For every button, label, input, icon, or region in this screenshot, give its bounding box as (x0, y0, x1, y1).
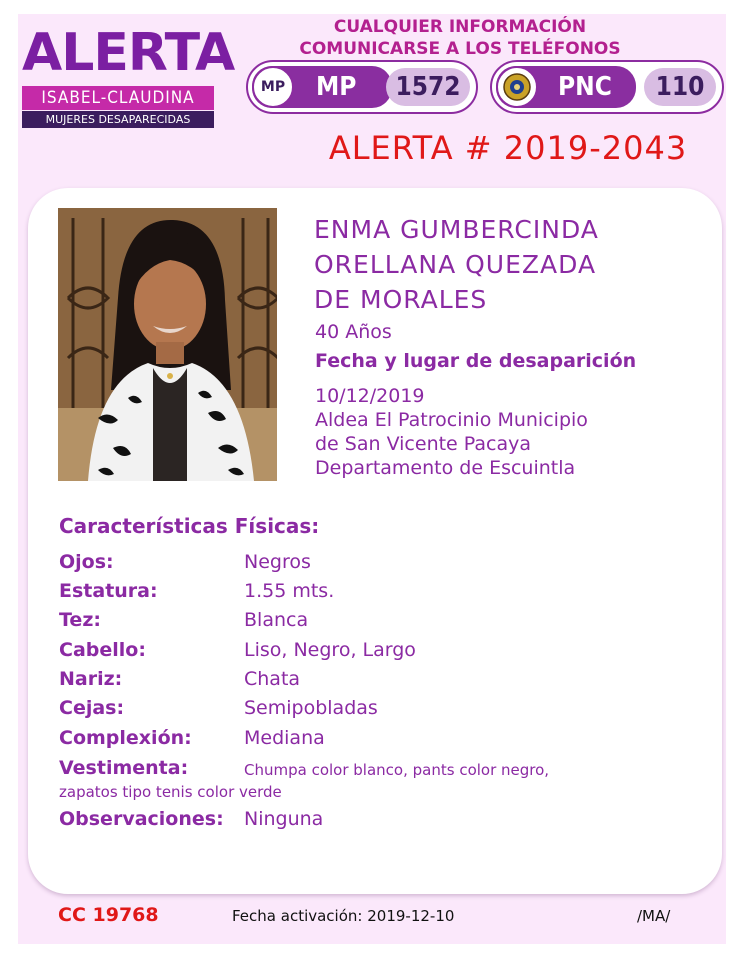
author-code: /MA/ (637, 907, 671, 925)
mp-label: MP (316, 72, 357, 102)
activation-date: Fecha activación: 2019-12-10 (232, 907, 455, 925)
vestimenta-value-line-1: Chumpa color blanco, pants color negro, (244, 761, 550, 779)
case-code: CC 19768 (58, 904, 159, 926)
characteristic-value: Blanca (244, 609, 309, 631)
vestimenta-value-line-2: zapatos tipo tenis color verde (59, 783, 282, 801)
characteristic-row (59, 724, 679, 752)
mp-number: 1572 (386, 68, 470, 106)
characteristic-row (59, 636, 679, 664)
characteristic-row (59, 694, 679, 722)
logo-tagline: MUJERES DESAPARECIDAS (22, 111, 214, 128)
disappearance-date: 10/12/2019 (315, 385, 425, 407)
characteristic-row (59, 665, 679, 693)
characteristic-row (59, 548, 679, 576)
person-photo-illustration (58, 208, 277, 481)
person-age: 40 Años (315, 321, 392, 343)
disappearance-heading: Fecha y lugar de desaparición (315, 350, 637, 372)
vestimenta-key: Vestimenta: (59, 757, 189, 779)
mp-logo-icon: MP (252, 66, 294, 108)
characteristic-value: Mediana (244, 727, 325, 749)
characteristic-key: Ojos: (59, 551, 114, 573)
pnc-number: 110 (644, 68, 716, 106)
pnc-phone-badge (490, 60, 724, 114)
pnc-label: PNC (558, 72, 612, 102)
person-photo (58, 208, 277, 481)
place-line-2: de San Vicente Pacaya (315, 433, 532, 455)
alerta-logo (22, 22, 235, 132)
place-line-1: Aldea El Patrocinio Municipio (315, 409, 588, 431)
characteristic-key: Cejas: (59, 697, 125, 719)
characteristic-value: Chata (244, 668, 301, 690)
characteristic-value: Liso, Negro, Largo (244, 639, 416, 661)
characteristic-key: Complexión: (59, 727, 192, 749)
characteristic-value: Negros (244, 551, 311, 573)
logo-word: ALERTA (22, 23, 235, 83)
observaciones-row (59, 805, 679, 833)
characteristic-row (59, 606, 679, 634)
observaciones-key: Observaciones: (59, 808, 224, 830)
characteristic-key: Estatura: (59, 580, 158, 602)
info-line-1: CUALQUIER INFORMACIÓN (333, 17, 587, 37)
pnc-seal-icon (496, 66, 538, 108)
mp-phone-badge (246, 60, 478, 114)
characteristics-title: Características Físicas: (59, 514, 320, 538)
info-line-2: COMUNICARSE A LOS TELÉFONOS (299, 39, 621, 59)
pnc-seal-shape (502, 72, 532, 102)
observaciones-value: Ninguna (244, 808, 324, 830)
person-name-line-3: DE MORALES (314, 285, 488, 314)
characteristic-value: Semipobladas (244, 697, 378, 719)
place-line-3: Departamento de Escuintla (315, 457, 576, 479)
alert-number: ALERTA # 2019-2043 (328, 129, 688, 167)
logo-subtitle: ISABEL-CLAUDINA (22, 86, 214, 110)
person-name-line-1: ENMA GUMBERCINDA (314, 215, 599, 244)
characteristic-key: Cabello: (59, 639, 146, 661)
characteristic-key: Tez: (59, 609, 101, 631)
characteristic-key: Nariz: (59, 668, 123, 690)
person-name (314, 212, 714, 317)
characteristic-value: 1.55 mts. (244, 580, 335, 602)
person-name-line-2: ORELLANA QUEZADA (314, 250, 597, 279)
characteristic-row (59, 577, 679, 605)
